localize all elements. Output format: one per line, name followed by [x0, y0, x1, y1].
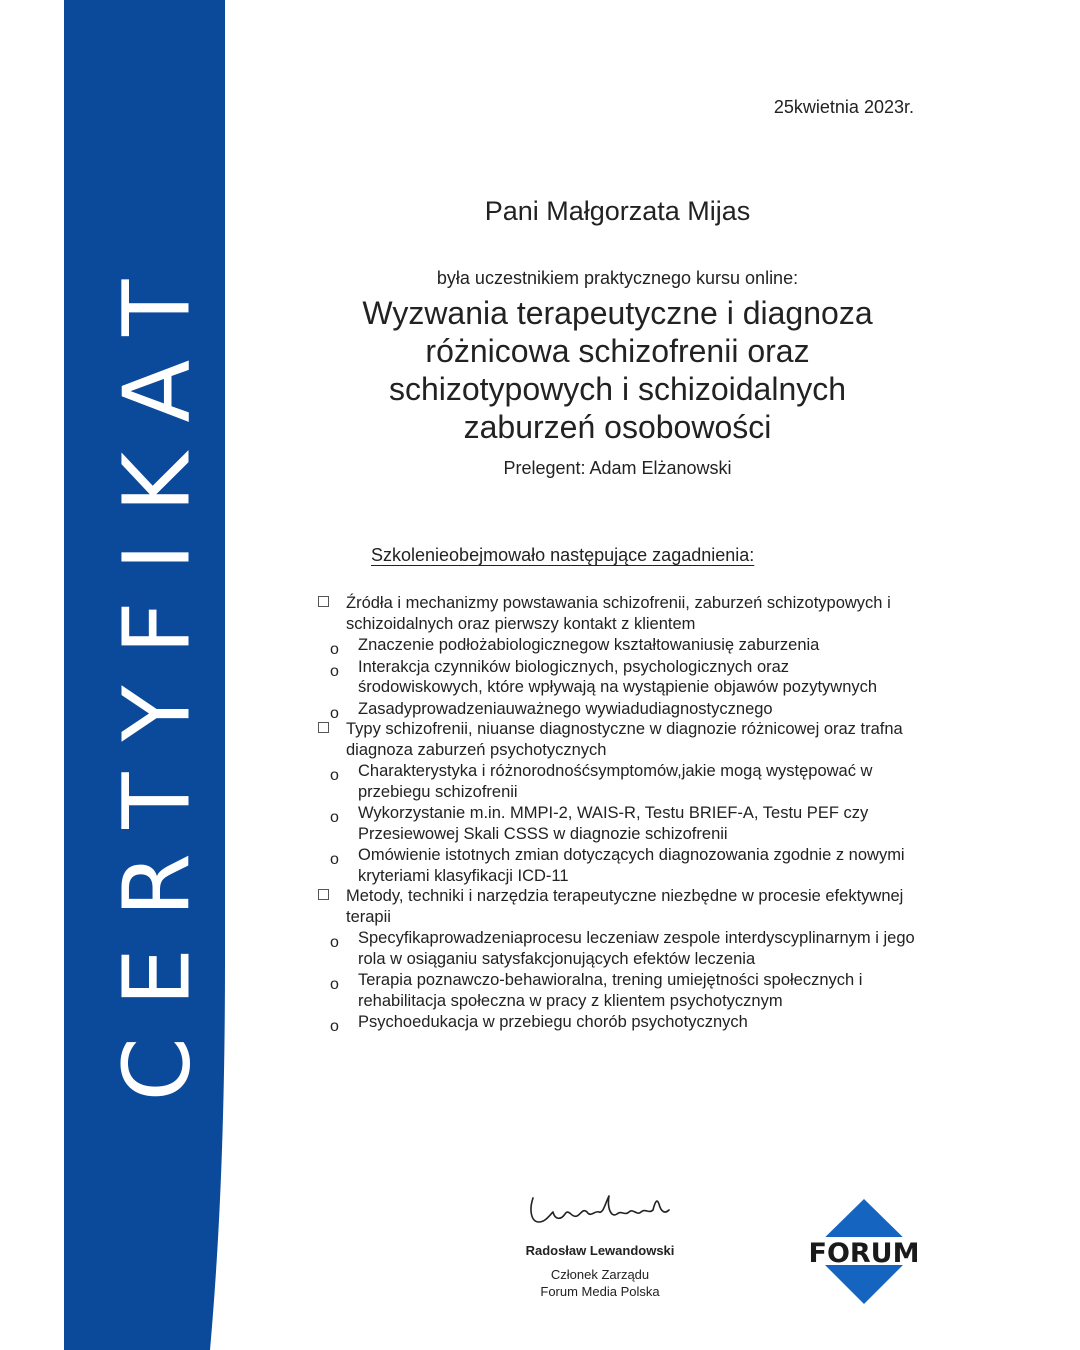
side-band — [0, 0, 225, 1350]
subtopic-text: Omówienie istotnych zmian dotyczących diagnozowania zgodnie z nowymi kryteriami klasyfikacji ICD-11 — [358, 846, 905, 885]
lecturer: Prelegent: Adam Elżanowski — [503, 458, 732, 478]
checkbox-icon — [318, 596, 329, 607]
bullet-icon: o — [330, 934, 339, 951]
subtopic-text: Charakterystyka i różnorodnośćsymptomów,jakie mogą występować w przebiegu schizofrenii — [358, 762, 873, 801]
subtopic-text: Psychoedukacja w przebiegu chorób psychotycznych — [358, 1013, 748, 1031]
subtopic-text: Specyfikaprowadzeniaprocesu leczeniaw zespole interdyscyplinarnym i jego rola w osiąganiu satysfakcjonujących efektów leczenia — [358, 929, 915, 968]
subtopic-item — [318, 845, 918, 886]
topic-text: Źródła i mechanizmy powstawania schizofrenii, zaburzeń schizotypowych i schizoidalnych oraz pierwszy kontakt z klientem — [346, 594, 891, 633]
topic-item — [318, 886, 918, 927]
course-title-line: schizotypowych i schizoidalnych — [388, 371, 847, 407]
checkbox-icon — [318, 889, 329, 900]
subtopic-item — [318, 970, 918, 1011]
subtopic-item — [318, 803, 918, 844]
signer-role-line: Członek Zarządu — [550, 1267, 650, 1282]
course-title-line: zaburzeń osobowości — [463, 409, 772, 445]
bullet-icon: o — [330, 976, 339, 993]
subtopic-text: Znaczenie podłożabiologicznegow kształtowaniusię zaburzenia — [358, 636, 820, 654]
subtopic-text: Wykorzystanie m.in. MMPI-2, WAIS-R, Testu BRIEF-A, Testu PEF czy Przesiewowej Skali CSSS w diagnozie schizofrenii — [358, 804, 869, 843]
subtopic-item — [318, 1012, 918, 1033]
signature-icon — [525, 1190, 675, 1230]
topic-item — [318, 719, 918, 760]
course-title-line: Wyzwania terapeutyczne i diagnoza — [362, 295, 873, 331]
subtopic-text: Interakcja czynników biologicznych, psychologicznych oraz środowiskowych, które wpływają na wystąpienie objawów pozytywnych — [358, 657, 878, 696]
subtopic-item — [318, 699, 918, 720]
topics-heading: Szkolenieobejmowało następujące zagadnienia: — [371, 545, 755, 565]
signer-role-line: Forum Media Polska — [540, 1284, 660, 1299]
logo-text: FORUM — [808, 1238, 920, 1269]
course-title — [330, 294, 905, 446]
forum-logo — [808, 1196, 920, 1306]
issue-date: 25kwietnia 2023r. — [773, 97, 914, 117]
certificate-title: CERTYFIKAT — [103, 248, 211, 1102]
subtopic-text: Terapia poznawczo-behawioralna, trening umiejętności społecznych i rehabilitacja społeczna w pracy z klientem psychotycznym — [358, 971, 863, 1010]
bullet-icon: o — [330, 704, 339, 722]
bullet-icon: o — [330, 809, 339, 826]
bullet-icon: o — [330, 641, 339, 658]
signature-block — [480, 1190, 720, 1300]
subtopic-item — [318, 761, 918, 802]
bullet-icon: o — [330, 767, 339, 784]
recipient-name: Pani Małgorzata Mijas — [484, 196, 751, 226]
topic-item — [318, 593, 918, 634]
participation-text: była uczestnikiem praktycznego kursu online: — [436, 268, 799, 288]
course-title-line: różnicowa schizofrenii oraz — [425, 333, 810, 369]
bullet-icon: o — [330, 1018, 339, 1035]
subtopic-text: Zasadyprowadzeniauważnego wywiadudiagnostycznego — [358, 699, 773, 718]
signer-name: Radosław Lewandowski — [525, 1243, 675, 1258]
topic-text: Typy schizofrenii, niuanse diagnostyczne w diagnozie różnicowej oraz trafna diagnoza zaburzeń psychotycznych — [346, 720, 903, 759]
subtopic-item — [318, 657, 918, 698]
bullet-icon: o — [330, 662, 339, 680]
checkbox-icon — [318, 722, 329, 733]
subtopic-item — [318, 928, 918, 969]
topic-text: Metody, techniki i narzędzia terapeutyczne niezbędne w procesie efektywnej terapii — [346, 887, 904, 926]
signer-role — [480, 1266, 720, 1300]
bullet-icon: o — [330, 851, 339, 868]
subtopic-item — [318, 635, 918, 656]
topics-list — [318, 593, 918, 1033]
